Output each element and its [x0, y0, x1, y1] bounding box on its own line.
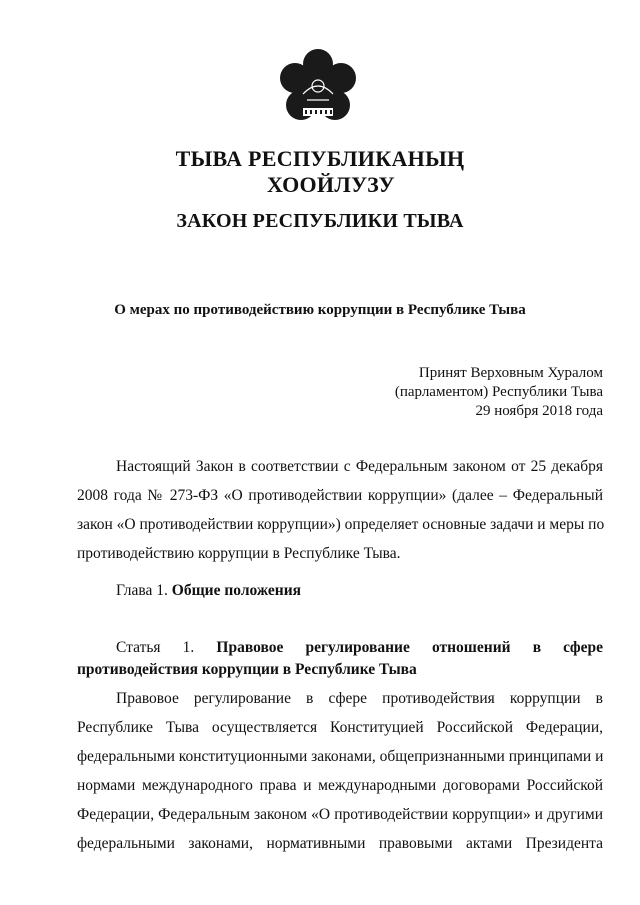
adoption-date: 29 ноября 2018 года [475, 403, 603, 419]
chapter-prefix: Глава 1. [116, 582, 168, 599]
preamble-paragraph [77, 452, 603, 568]
adoption-line: (парламентом) Республики Тыва [394, 384, 603, 400]
article-title-word: в [532, 639, 542, 656]
text-line: нормами международного права и международными договорами Российской [77, 777, 603, 794]
text-line: федеральными законами, нормативными правовыми актами Президента [77, 835, 603, 852]
adoption-info [303, 364, 603, 421]
heading-tuvan-line2: ХООЙЛУЗУ [267, 172, 395, 197]
article-title-word: сфере [563, 639, 603, 656]
tuva-coat-of-arms-icon [277, 48, 359, 134]
article-number: 1. [182, 639, 195, 656]
article-title-word: отношений [431, 639, 511, 656]
text-line: Республике Тыва осуществляется Конституцией Российской Федерации, [77, 719, 603, 736]
text-line: Настоящий Закон в соответствии с Федеральным законом от 25 декабря [116, 458, 603, 475]
text-line: Федерации, Федеральным законом «О противодействии коррупции» и другими [77, 806, 603, 823]
article-label: Статья [116, 639, 161, 656]
article-title-word: Правовое [216, 639, 284, 656]
text-line: закон «О противодействии коррупции») определяет основные задачи и меры по [77, 516, 605, 533]
law-subject: О мерах по противодействию коррупции в Республике Тыва [114, 302, 526, 318]
text-line: 2008 года № 273-ФЗ «О противодействии коррупции» (далее – Федеральный [77, 487, 603, 504]
heading-law-title: ЗАКОН РЕСПУБЛИКИ ТЫВА [176, 210, 464, 232]
chapter-heading [116, 582, 301, 600]
text-line: противодействию коррупции в Республике Тыва. [77, 545, 401, 562]
adoption-line: Принят Верховным Хуралом [418, 365, 603, 381]
article-title-word: регулирование [305, 639, 410, 656]
article-paragraph [77, 684, 603, 858]
article-title-line2: противодействия коррупции в Республике Тыва [77, 661, 417, 678]
chapter-title: Общие положения [171, 582, 302, 599]
text-line: Правовое регулирование в сфере противодействия коррупции в [116, 690, 603, 707]
article-heading [77, 637, 603, 681]
text-line: федеральными конституционными законами, общепризнанными принципами и [77, 748, 604, 765]
heading-tuvan-line1: ТЫВА РЕСПУБЛИКАНЫҢ [175, 146, 465, 171]
